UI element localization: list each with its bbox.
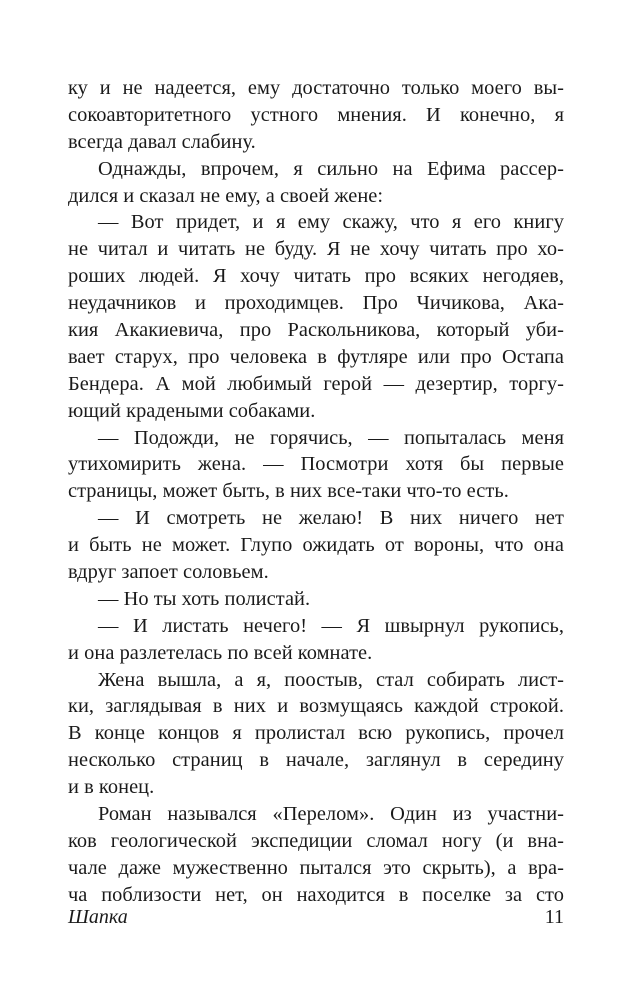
text-line: неудачников и проходимцев. Про Чичикова, Ака- bbox=[68, 292, 564, 315]
text-line: роших людей. Я хочу читать про всяких негодяев, bbox=[68, 265, 564, 288]
text-line: чале даже мужественно пытался это скрыть), а вра- bbox=[68, 856, 564, 879]
text-line: дился и сказал не ему, а своей жене: bbox=[68, 184, 384, 207]
text-line: вает старух, про человека в футляре или про Остапа bbox=[68, 345, 564, 368]
text-line: ков геологической экспедиции сломал ногу (и вна- bbox=[68, 829, 564, 852]
text-line: кия Акакиевича, про Раскольникова, который уби- bbox=[68, 319, 564, 342]
text-line: В конце концов я пролистал всю рукопись, прочел bbox=[68, 722, 564, 745]
text-line: страницы, может быть, в них все-таки что-то есть. bbox=[68, 480, 509, 503]
text-line: несколько страниц в начале, заглянул в середину bbox=[68, 749, 564, 772]
text-line: утихомирить жена. — Посмотри хотя бы первые bbox=[68, 453, 564, 476]
text-line: — И смотреть не желаю! В них ничего нет bbox=[98, 507, 564, 530]
text-line: и быть не может. Глупо ожидать от вороны, что она bbox=[68, 534, 564, 557]
running-title: Шапка bbox=[68, 906, 128, 928]
page-footer bbox=[68, 902, 564, 932]
text-line: Однажды, впрочем, я сильно на Ефима рассер- bbox=[98, 157, 564, 180]
text-line: и она разлетелась по всей комнате. bbox=[68, 641, 373, 664]
text-line: не читал и читать не буду. Я не хочу читать про хо- bbox=[68, 238, 564, 261]
text-line: вдруг запоет соловьем. bbox=[68, 561, 269, 584]
body-text bbox=[68, 75, 564, 909]
text-line: сокоавторитетного устного мнения. И конечно, я bbox=[68, 103, 564, 126]
text-line: — И листать нечего! — Я швырнул рукопись, bbox=[98, 614, 564, 637]
text-line: ющий крадеными собаками. bbox=[68, 399, 316, 422]
text-line: ки, заглядывая в них и возмущаясь каждой строкой. bbox=[68, 695, 564, 718]
text-line: — Но ты хоть полистай. bbox=[98, 587, 311, 610]
text-line: — Вот придет, и я ему скажу, что я его книгу bbox=[98, 211, 564, 234]
text-line: ча поблизости нет, он находится в поселке за сто bbox=[68, 883, 564, 906]
text-line: — Подожди, не горячись, — попыталась меня bbox=[98, 426, 564, 449]
text-line: Бендера. А мой любимый герой — дезертир, торгу- bbox=[68, 372, 564, 395]
text-line: всегда давал слабину. bbox=[68, 130, 256, 153]
text-line: Роман назывался «Перелом». Один из участни- bbox=[98, 803, 564, 826]
text-line: Жена вышла, а я, поостыв, стал собирать лист- bbox=[98, 668, 564, 691]
text-line: и в конец. bbox=[68, 776, 155, 799]
page-number: 11 bbox=[544, 906, 564, 928]
text-line: ку и не надеется, ему достаточно только моего вы- bbox=[68, 77, 564, 99]
